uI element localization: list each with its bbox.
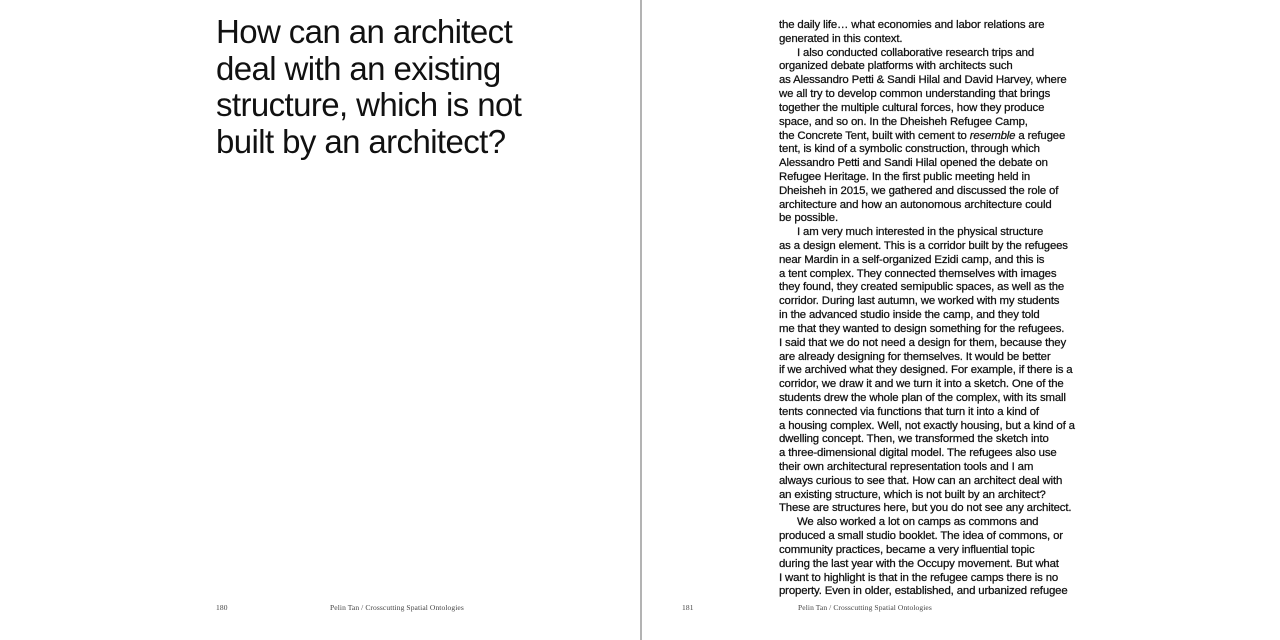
text-line: We also worked a lot on camps as commons and bbox=[797, 516, 1039, 529]
text-line: organized debate platforms with architects such bbox=[779, 60, 1013, 73]
text-line: produced a small studio booklet. The idea of commons, or bbox=[779, 530, 1063, 543]
text-line: as Alessandro Petti & Sandi Hilal and David Harvey, where bbox=[779, 74, 1067, 87]
text-line: tents connected via functions that turn it into a kind of bbox=[779, 405, 1039, 418]
text-line: always curious to see that. How can an architect deal with bbox=[779, 474, 1063, 487]
text-line: students drew the whole plan of the complex, with its small bbox=[779, 391, 1066, 404]
text-line: are already designing for themselves. It would be better bbox=[779, 350, 1051, 363]
page-number: 180 bbox=[216, 603, 228, 612]
text-line: Dheisheh in 2015, we gathered and discussed the role of bbox=[779, 184, 1059, 197]
text-line: tent, is kind of a symbolic construction, through which bbox=[779, 143, 1040, 156]
emphasized-word: resemble bbox=[969, 129, 1016, 142]
text-line: near Mardin in a self-organized Ezidi camp, and this is bbox=[779, 253, 1045, 266]
text-line: a housing complex. Well, not exactly housing, but a kind of a bbox=[779, 419, 1075, 432]
text-line: I want to highlight is that in the refugee camps there is no bbox=[779, 571, 1059, 584]
text-segment: the Concrete Tent, built with cement to bbox=[779, 129, 970, 142]
text-line: if we archived what they designed. For example, if there is a bbox=[779, 364, 1073, 377]
text-line: These are structures here, but you do not see any architect. bbox=[779, 502, 1072, 515]
text-line: their own architectural representation tools and I am bbox=[779, 461, 1034, 473]
right-page bbox=[642, 0, 1280, 640]
text-line: I also conducted collaborative research trips and bbox=[797, 46, 1035, 59]
text-line: we all try to develop common understanding that brings bbox=[779, 88, 1051, 101]
text-line: they found, they created semipublic spaces, as well as the bbox=[779, 281, 1065, 294]
running-title: Pelin Tan / Crosscutting Spatial Ontologies bbox=[798, 603, 932, 612]
text-line: the daily life… what economies and labor relations are bbox=[779, 19, 1045, 31]
text-line: generated in this context. bbox=[779, 32, 903, 45]
text-line: me that they wanted to design something for the refugees. bbox=[779, 322, 1065, 335]
text-line: in the advanced studio inside the camp, and they told bbox=[779, 309, 1040, 322]
text-line: together the multiple cultural forces, how they produce bbox=[779, 101, 1045, 114]
text-line: an existing structure, which is not built by an architect? bbox=[779, 488, 1046, 501]
text-line: corridor. During last autumn, we worked with my students bbox=[779, 295, 1060, 308]
text-line: during the last year with the Occupy movement. But what bbox=[779, 557, 1059, 570]
body-text bbox=[779, 19, 1079, 599]
page-number: 181 bbox=[682, 603, 694, 612]
text-line: Refugee Heritage. In the first public meeting held in bbox=[779, 170, 1031, 183]
text-line bbox=[779, 130, 1079, 144]
text-line: community practices, became a very influential topic bbox=[779, 543, 1035, 556]
text-line: a tent complex. They connected themselves with images bbox=[779, 267, 1057, 280]
text-line: Alessandro Petti and Sandi Hilal opened the debate on bbox=[779, 157, 1048, 170]
text-line: architecture and how an autonomous architecture could bbox=[779, 198, 1052, 211]
text-line: I said that we do not need a design for them, because they bbox=[779, 336, 1067, 349]
text-line: space, and so on. In the Dheisheh Refugee Camp, bbox=[779, 115, 1028, 128]
text-line: be possible. bbox=[779, 212, 838, 225]
text-segment: a refugee bbox=[1015, 129, 1066, 142]
text-line: I am very much interested in the physical structure bbox=[797, 226, 1044, 239]
text-line: corridor, we draw it and we turn it into a sketch. One of the bbox=[779, 378, 1064, 391]
pull-quote: How can an architect deal with an existing structure, which is not built by an architect? bbox=[216, 13, 522, 160]
text-line: property. Even in older, established, and urbanized refugee bbox=[779, 585, 1068, 598]
text-line: dwelling concept. Then, we transformed the sketch into bbox=[779, 433, 1049, 446]
running-title: Pelin Tan / Crosscutting Spatial Ontologies bbox=[330, 603, 464, 612]
text-line: as a design element. This is a corridor built by the refugees bbox=[779, 240, 1068, 252]
text-line: a three-dimensional digital model. The refugees also use bbox=[779, 447, 1057, 460]
